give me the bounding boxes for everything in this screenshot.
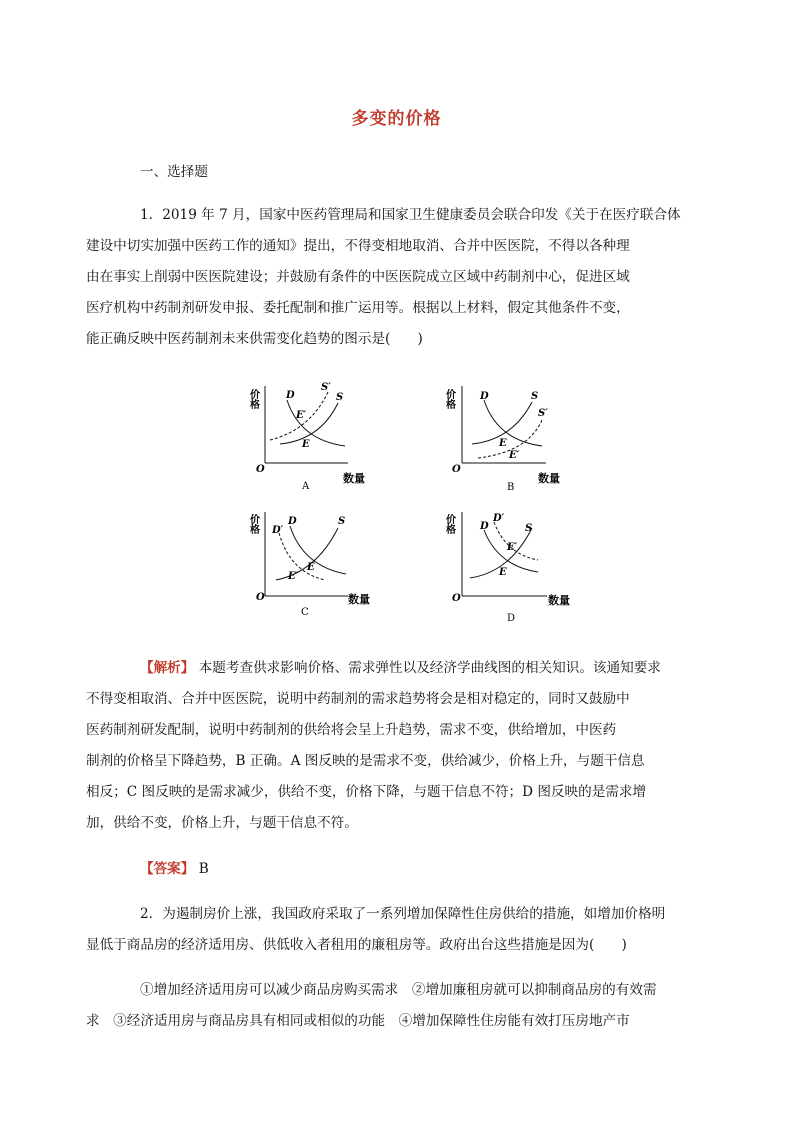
answer-value: B <box>194 861 209 877</box>
answer <box>140 857 740 877</box>
equilibrium-shift-label: E′ <box>507 542 518 553</box>
y-axis-label: 价格 <box>247 514 259 534</box>
equilibrium-shift-label: E′ <box>288 571 299 582</box>
analysis-line: 制剂的价格呈下降趋势，B 正确。A 图反映的是需求不变，供给减少，价格上升，与题干信息 <box>86 753 645 769</box>
q2-option-line: ①增加经济适用房可以减少商品房购买需求 ②增加廉租房就可以抑制商品房的有效需 <box>140 982 657 998</box>
section-heading: 一、选择题 <box>140 164 208 180</box>
chart-label: C <box>301 607 309 618</box>
demand-shift-label: D′ <box>493 513 505 524</box>
chart-label: B <box>507 482 515 493</box>
supply-shift-label: S′ <box>538 408 548 419</box>
q1-line: 医疗机构中药制剂研发申报、委托配制和推广运用等。根据以上材料，假定其他条件不变， <box>86 300 630 316</box>
equilibrium-label: E <box>307 562 315 573</box>
origin-label: O <box>256 464 265 475</box>
q2-line: 显低于商品房的经济适用房、供低收入者租用的廉租房等。政府出台这些措施是因为( ) <box>86 937 627 953</box>
demand-label: D <box>288 516 297 527</box>
q1-line: 由在事实上削弱中医医院建设；并鼓励有条件的中医医院成立区域中药制剂中心，促进区域 <box>86 269 630 285</box>
demand-label: D <box>480 391 489 402</box>
chart-d <box>444 512 571 624</box>
equilibrium-label: E <box>499 567 507 578</box>
chart-label: D <box>507 613 516 624</box>
chart-label: A <box>302 481 310 492</box>
supply-label: S <box>338 516 346 527</box>
x-axis-label: 数量 <box>348 593 370 606</box>
analysis-line: 医药制剂研发配制，说明中药制剂的供给将会呈上升趋势，需求不变，供给增加，中医药 <box>86 722 617 738</box>
supply-curve <box>280 403 338 444</box>
origin-label: O <box>256 592 265 603</box>
q1-line: 1．2019 年 7 月，国家中医药管理局和国家卫生健康委员会联合印发《关于在医疗联合体 <box>140 207 681 223</box>
analysis-tag: 【解析】 <box>140 660 195 676</box>
answer-tag: 【答案】 <box>140 861 195 877</box>
page-title: 多变的价格 <box>351 109 442 129</box>
demand-label: D <box>480 521 489 532</box>
analysis-line: 相反；C 图反映的是需求减少，供给不变，价格下降，与题干信息不符；D 图反映的是需求增 <box>86 784 647 800</box>
y-axis-label: 价格 <box>247 389 259 409</box>
analysis-line: 不得变相取消、合并中医医院，说明中药制剂的需求趋势将会是相对稳定的，同时又鼓励中 <box>86 691 630 707</box>
x-axis-label: 数量 <box>538 472 560 485</box>
chart-c <box>248 512 371 618</box>
x-axis-label: 数量 <box>343 472 365 485</box>
demand-shift-label: D′ <box>272 525 284 536</box>
y-axis-label: 价格 <box>443 389 455 409</box>
q2-line: 2．为遏制房价上涨，我国政府采取了一系列增加保障性住房供给的措施，如增加价格明 <box>140 906 666 922</box>
supply-label: S <box>531 391 539 402</box>
chart-b <box>444 386 561 493</box>
q1-line: 能正确反映中医药制剂未来供需变化趋势的图示是( ) <box>86 331 423 347</box>
analysis-text: 本题考查供求影响价格、需求弹性以及经济学曲线图的相关知识。该通知要求 <box>194 660 661 676</box>
equilibrium-label: E <box>499 438 507 449</box>
supply-label: S <box>336 392 344 403</box>
q2-option-line: 求 ③经济适用房与商品房具有相同或相似的功能 ④增加保障性住房能有效打压房地产市 <box>86 1013 630 1029</box>
demand-label: D <box>286 390 295 401</box>
analysis-line-first <box>140 656 686 676</box>
equilibrium-shift-label: E′ <box>509 450 520 461</box>
analysis-line: 加，供给不变，价格上升，与题干信息不符。 <box>86 815 358 831</box>
origin-label: O <box>452 593 461 604</box>
demand-curve <box>290 526 346 574</box>
supply-label: S <box>525 523 533 534</box>
x-axis-label: 数量 <box>548 594 570 607</box>
y-axis-label: 价格 <box>443 514 455 534</box>
equilibrium-label: E <box>302 439 310 450</box>
supply-shift-label: S′ <box>321 382 331 393</box>
equilibrium-shift-label: E′ <box>296 410 307 421</box>
origin-label: O <box>452 464 461 475</box>
chart-a <box>248 382 366 492</box>
q1-line: 建设中切实加强中医药工作的通知》提出，不得变相地取消、合并中医医院，不得以各种理 <box>86 238 630 254</box>
